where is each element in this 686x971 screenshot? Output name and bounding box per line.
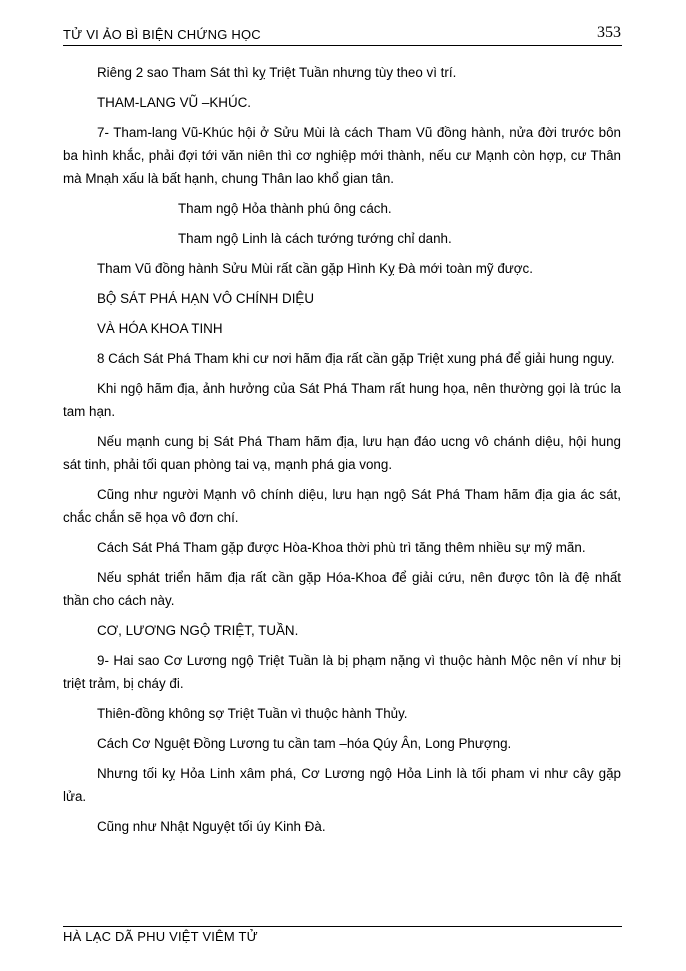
paragraph: Nếu mạnh cung bị Sát Phá Tham hãm địa, lưu hạn đáo ucng vô chánh diệu, hội hung sát tinh, phải tối quan phòng tai vạ, mạnh phá gia vong. <box>63 434 621 472</box>
paragraph: Cũng như người Mạnh vô chính diệu, lưu hạn ngộ Sát Phá Tham hãm địa gia ác sát, chắc chắn sẽ họa vô đơn chí. <box>63 487 621 525</box>
page-footer <box>63 926 622 944</box>
page-body <box>63 61 621 845</box>
quote-line: Tham ngộ Linh là cách tướng tướng chỉ danh. <box>178 231 452 246</box>
paragraph: Cách Sát Phá Tham gặp được Hòa-Khoa thời phù trì tăng thêm nhiều sự mỹ mãn. <box>97 540 586 555</box>
section-heading: THAM-LANG VŨ –KHÚC. <box>97 95 252 110</box>
paragraph: Cũng như Nhật Nguyệt tối úy Kinh Đà. <box>97 819 326 834</box>
quote-line: Tham ngộ Hỏa thành phú ông cách. <box>178 201 392 216</box>
section-heading: VÀ HÓA KHOA TINH <box>97 321 223 336</box>
page-header <box>63 25 622 46</box>
paragraph: Nhưng tối kỵ Hỏa Linh xâm phá, Cơ Lương ngộ Hỏa Linh là tối pham vi như cây gặp lửa. <box>63 766 621 804</box>
footer-title: HÀ LẠC DÃ PHU VIỆT VIÊM TỬ <box>63 929 258 944</box>
paragraph: Cách Cơ Nguệt Đồng Lương tu cần tam –hóa Qúy Ân, Long Phượng. <box>97 736 512 751</box>
paragraph: 9- Hai sao Cơ Lương ngộ Triệt Tuần là bị phạm nặng vì thuộc hành Mộc nên ví như bị triệt trảm, bị cháy đi. <box>63 653 621 691</box>
paragraph: Tham Vũ đồng hành Sửu Mùi rất cần gặp Hình Kỵ Đà mới toàn mỹ được. <box>97 261 533 276</box>
paragraph: Khi ngộ hãm địa, ảnh hưởng của Sát Phá Tham rất hung họa, nên thường gọi là trúc la tam hạn. <box>63 381 621 419</box>
paragraph: Riêng 2 sao Tham Sát thì kỵ Triệt Tuần nhưng tùy theo vì trí. <box>97 65 457 80</box>
section-heading: BỘ SÁT PHÁ HẠN VÔ CHÍNH DIỆU <box>97 291 315 306</box>
page-number: 353 <box>597 24 621 41</box>
section-heading: CƠ, LƯƠNG NGỘ TRIỆT, TUẦN. <box>97 623 299 638</box>
header-title: TỬ VI ẢO BÌ BIỆN CHỨNG HỌC <box>63 27 261 42</box>
paragraph: Nếu sphát triển hãm địa rất cần gặp Hóa-Khoa để giải cứu, nên được tôn là đệ nhất thần cho cách này. <box>63 570 621 608</box>
paragraph: Thiên-đồng không sợ Triệt Tuần vì thuộc hành Thủy. <box>97 706 408 721</box>
paragraph: 8 Cách Sát Phá Tham khi cư nơi hãm địa rất cần gặp Triệt xung phá để giải hung nguy. <box>97 351 615 366</box>
paragraph: 7- Tham-lang Vũ-Khúc hội ở Sửu Mùi là cách Tham Vũ đồng hành, nửa đời trước bôn ba hình khắc, phải đợi tới văn niên thì cơ nghiệp mới thành, nếu cư Mạnh còn hợp, cư Thân mà Mnạh xấu là bất hạnh, chung Thân lao khổ gian tân. <box>63 125 621 186</box>
